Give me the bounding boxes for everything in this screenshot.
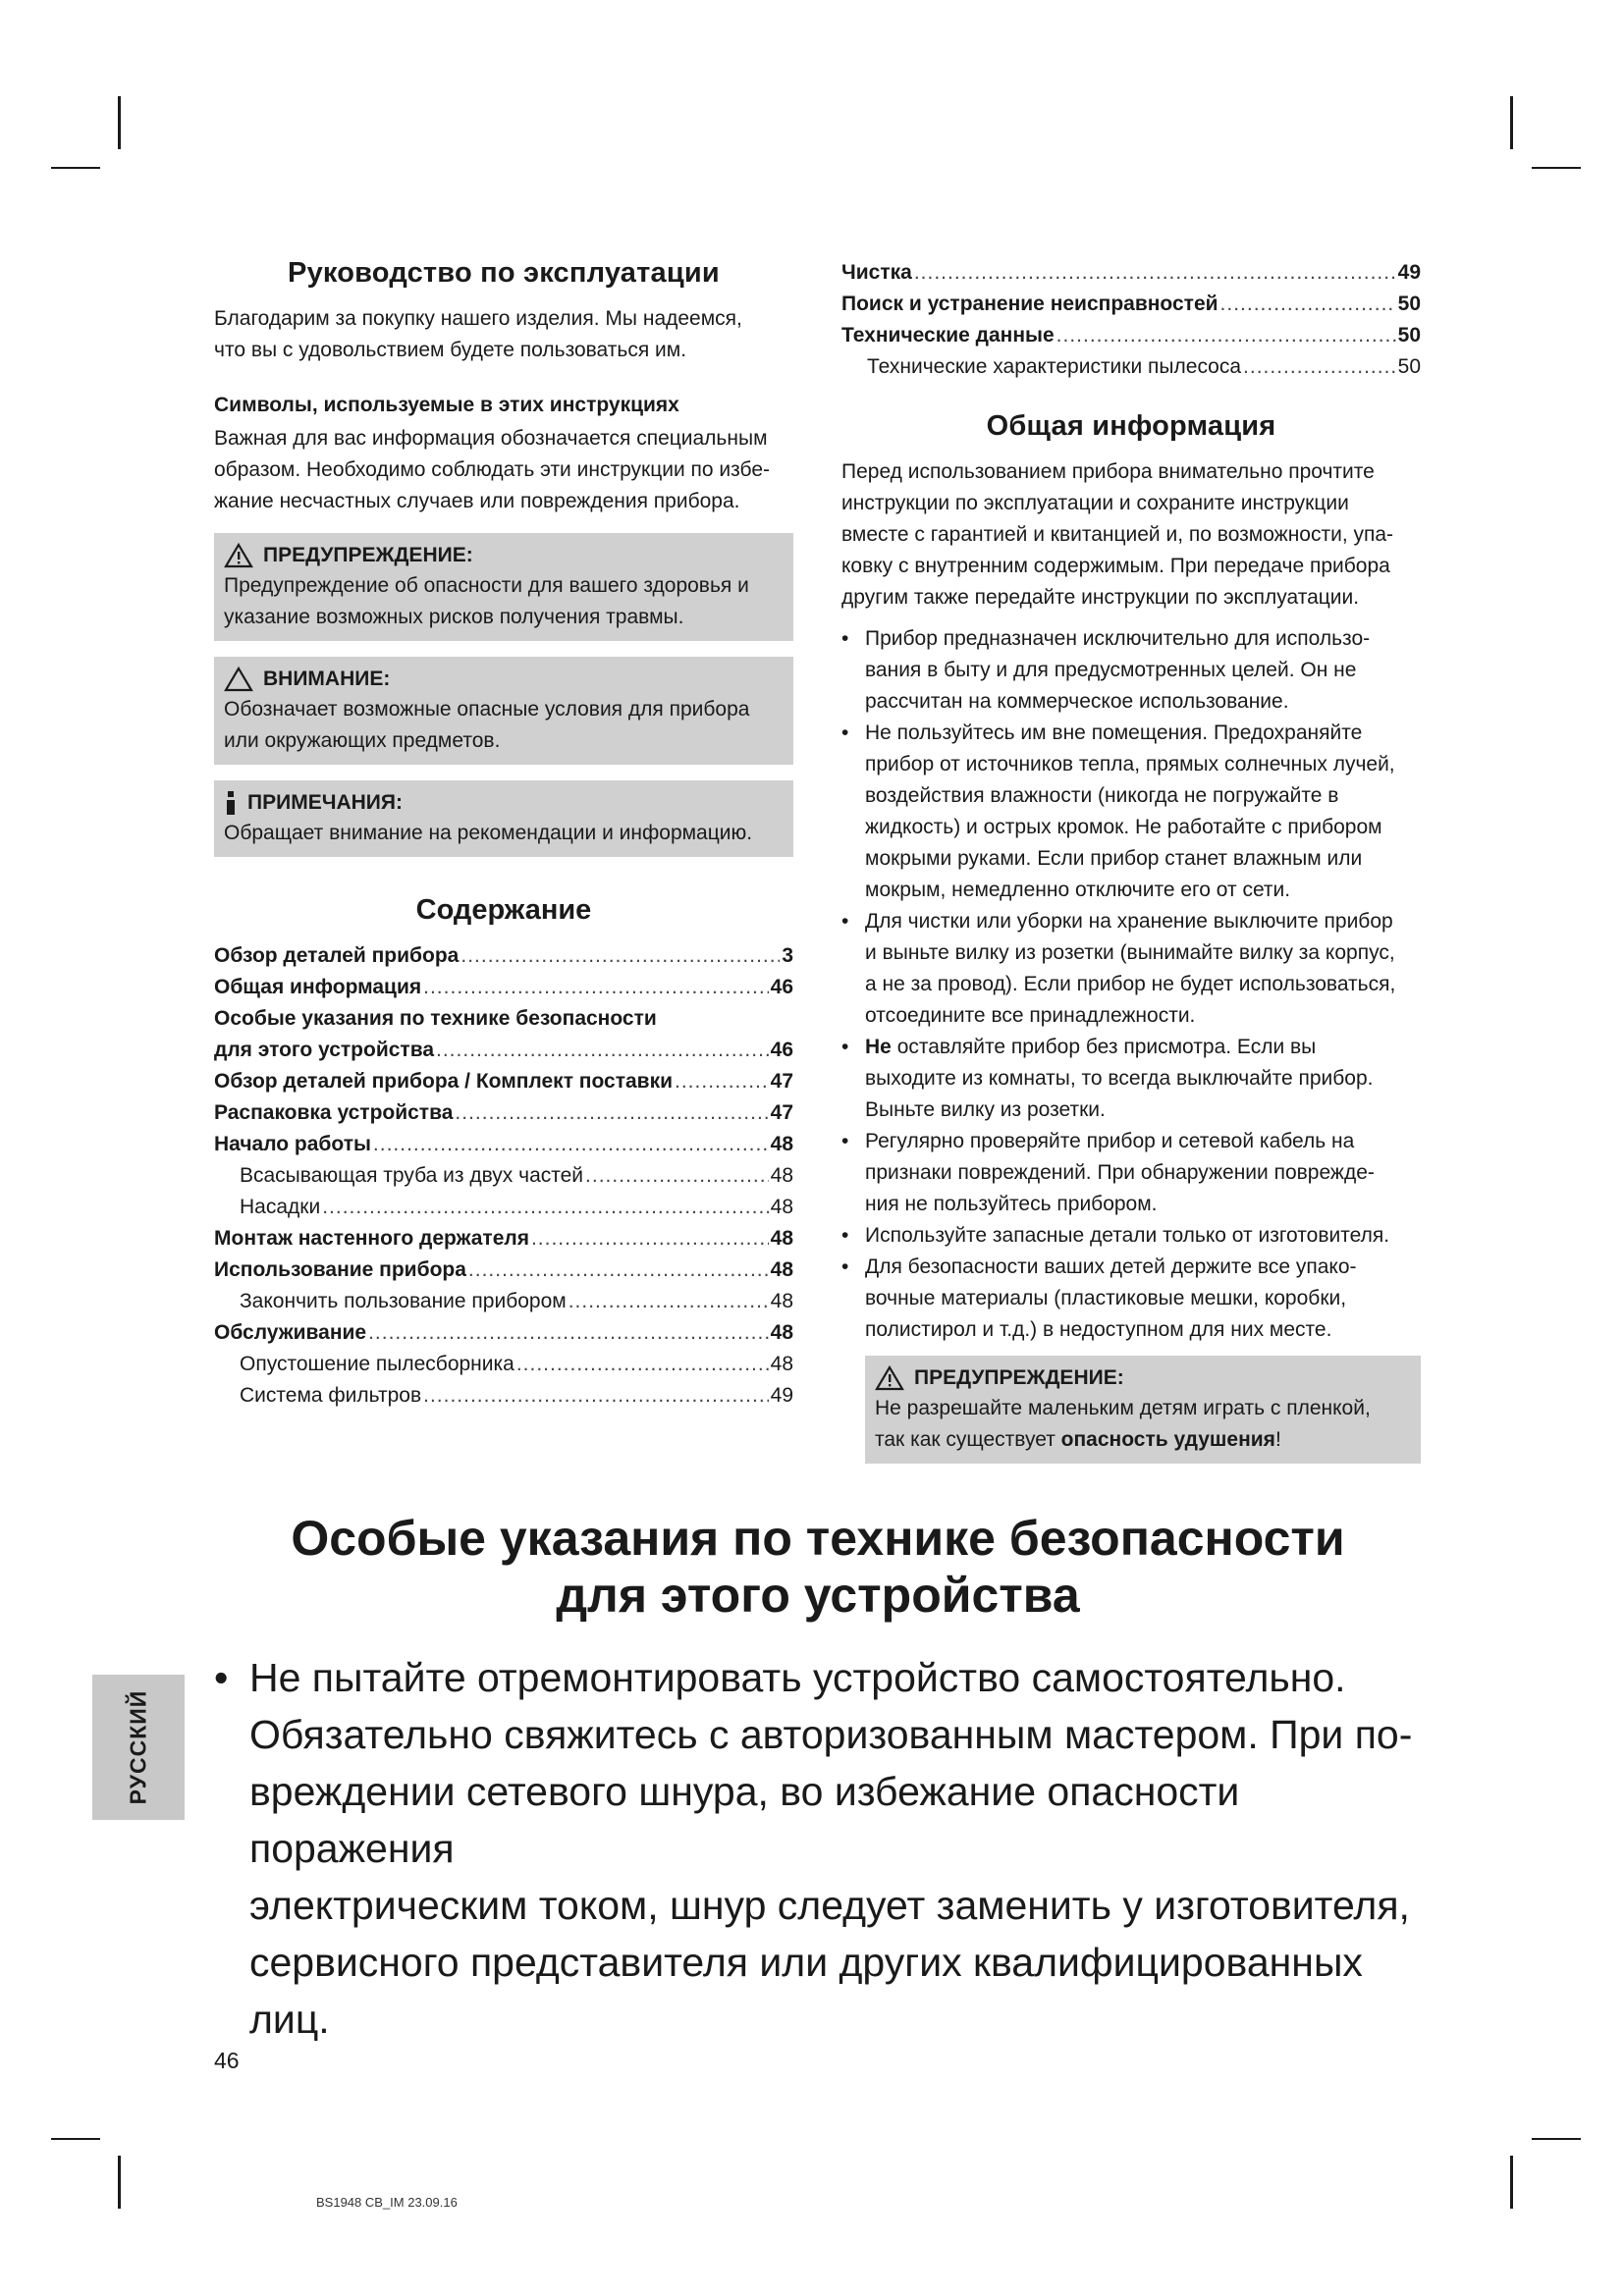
warning-title: ПРЕДУПРЕЖДЕНИЕ: bbox=[263, 544, 473, 566]
notes-box bbox=[214, 780, 793, 857]
toc-entry: Начало работы ..... 48 bbox=[214, 1129, 793, 1160]
info-icon bbox=[224, 791, 238, 815]
right-column bbox=[841, 257, 1421, 1464]
warning-triangle-icon bbox=[224, 543, 253, 568]
warning-box bbox=[214, 533, 793, 641]
toc-entry: Чистка ..... 49 bbox=[841, 257, 1421, 289]
toc-entry: Особые указания по технике безопасности bbox=[214, 1007, 657, 1030]
bullet-dot: • bbox=[214, 1655, 229, 1700]
general-info-bullets bbox=[841, 623, 1421, 1346]
warning-title: ПРЕДУПРЕЖДЕНИЕ: bbox=[914, 1366, 1124, 1389]
toc-entry: Технические характеристики пылесоса ..... 50 bbox=[841, 351, 1421, 383]
toc-entry: Обслуживание ..... 48 bbox=[214, 1317, 793, 1349]
toc-entry: Система фильтров ..... 49 bbox=[214, 1380, 793, 1412]
toc-entry: Монтаж настенного держателя ..... 48 bbox=[214, 1223, 793, 1255]
list-item: • Используйте запасные детали только от изготовителя. bbox=[841, 1220, 1421, 1252]
crop-mark bbox=[1510, 96, 1513, 149]
caution-triangle-icon bbox=[224, 667, 253, 692]
toc-entry: Всасывающая труба из двух частей ..... 48 bbox=[214, 1160, 793, 1192]
language-tab bbox=[92, 1675, 185, 1820]
crop-mark bbox=[118, 96, 121, 149]
safety-bullet-text: Не пытайте отремонтировать устройство самостоятельно. Обязательно свяжитесь с авторизованным мастером. При по- вреждении сетевого шнура, во избежание опасности поражения электрическим током, шнур следует заменить у изготовителя, сервисного представителя или других квалифицированных лиц. bbox=[249, 1655, 1413, 2042]
crop-mark bbox=[1532, 2138, 1581, 2140]
toc-continued bbox=[841, 257, 1421, 383]
warning-text: Предупреждение об опасности для вашего здоровья и указание возможных рисков получения травмы. bbox=[224, 574, 749, 628]
toc-list bbox=[214, 940, 793, 1412]
symbols-heading: Символы, используемые в этих инструкциях bbox=[214, 394, 679, 416]
list-item: • Не пользуйтесь им вне помещения. Предохраняйте прибор от источников тепла, прямых солнечных лучей, воздействия влажности (никогда не погружайте в жидкость) и острых кромок. Не работайте с прибором мокрыми руками. Если прибор станет влажным или мокрым, немедленно отключите его от сети. bbox=[841, 718, 1421, 906]
list-item: • Для безопасности ваших детей держите все упако- вочные материалы (пластиковые мешки, коробки, полистирол и т.д.) в недоступном для них месте. bbox=[841, 1252, 1421, 1346]
caution-text: Обозначает возможные опасные условия для прибора или окружающих предметов. bbox=[224, 698, 750, 752]
toc-entry: Использование прибора ..... 48 bbox=[214, 1255, 793, 1286]
intro-text: Благодарим за покупку нашего изделия. Мы надеемся, что вы с удовольствием будете пользоваться им. bbox=[214, 307, 742, 361]
general-info-title: Общая информация bbox=[986, 410, 1276, 442]
toc-title: Содержание bbox=[415, 894, 592, 926]
general-info-text: Перед использованием прибора внимательно прочтите инструкции по эксплуатации и сохраните инструкции вместе с гарантией и квитанцией и, по возможности, упа- ковку с внутренним содержимым. При передаче прибора другим также передайте инструкции по эксплуатации. bbox=[841, 460, 1394, 609]
crop-mark bbox=[51, 2138, 100, 2140]
toc-entry: Поиск и устранение неисправностей ..... 50 bbox=[841, 289, 1421, 320]
toc-entry: Обзор деталей прибора / Комплект поставки ..... 47 bbox=[214, 1066, 793, 1097]
toc-entry: Закончить пользование прибором ..... 48 bbox=[214, 1286, 793, 1317]
warning-text: Не разрешайте маленьким детям играть с пленкой, так как существует опасность удушения! bbox=[875, 1397, 1371, 1451]
crop-mark bbox=[118, 2156, 121, 2209]
footer-code: BS1948 CB_IM 23.09.16 bbox=[316, 2195, 458, 2210]
toc-entry: Опустошение пылесборника ..... 48 bbox=[214, 1349, 793, 1380]
children-warning-box bbox=[865, 1356, 1421, 1464]
warning-triangle-icon bbox=[875, 1365, 904, 1391]
page-number: 46 bbox=[214, 2048, 240, 2073]
crop-mark bbox=[1510, 2156, 1513, 2209]
toc-entry: для этого устройства ..... 46 bbox=[214, 1035, 793, 1066]
toc-entry: Распаковка устройства ..... 47 bbox=[214, 1097, 793, 1129]
crop-mark bbox=[51, 167, 100, 169]
crop-mark bbox=[1532, 167, 1581, 169]
notes-title: ПРИМЕЧАНИЯ: bbox=[247, 791, 403, 814]
left-column bbox=[214, 257, 793, 1412]
caution-title: ВНИМАНИЕ: bbox=[263, 667, 391, 690]
toc-entry: Насадки ..... 48 bbox=[214, 1192, 793, 1223]
list-item: • Прибор предназначен исключительно для использо- вания в быту и для предусмотренных целей. Он не рассчитан на коммерческое использование. bbox=[841, 623, 1421, 718]
safety-title: Особые указания по технике безопасности для этого устройства bbox=[291, 1511, 1345, 1623]
toc-entry: Обзор деталей прибора ..... 3 bbox=[214, 940, 793, 972]
safety-bullet bbox=[214, 1649, 1432, 2048]
notes-text: Обращает внимание на рекомендации и информацию. bbox=[224, 822, 753, 844]
list-item: • Регулярно проверяйте прибор и сетевой кабель на признаки повреждений. При обнаружении поврежде- ния не пользуйтесь прибором. bbox=[841, 1126, 1421, 1220]
manual-title: Руководство по эксплуатации bbox=[288, 257, 720, 289]
caution-box bbox=[214, 657, 793, 765]
list-item: • Не оставляйте прибор без присмотра. Если вы выходите из комнаты, то всегда выключайте прибор. Выньте вилку из розетки. bbox=[841, 1032, 1421, 1126]
toc-entry: Технические данные ..... 50 bbox=[841, 320, 1421, 351]
language-tab-label: РУССКИЙ bbox=[125, 1689, 151, 1805]
symbols-text: Важная для вас информация обозначается специальным образом. Необходимо соблюдать эти инструкции по избе- жание несчастных случаев или повреждения прибора. bbox=[214, 427, 770, 512]
toc-entry: Общая информация ..... 46 bbox=[214, 972, 793, 1003]
list-item: • Для чистки или уборки на хранение выключите прибор и выньте вилку из розетки (вынимайте вилку за корпус, а не за провод). Если прибор не будет использоваться, отсоедините все принадлежности. bbox=[841, 906, 1421, 1032]
